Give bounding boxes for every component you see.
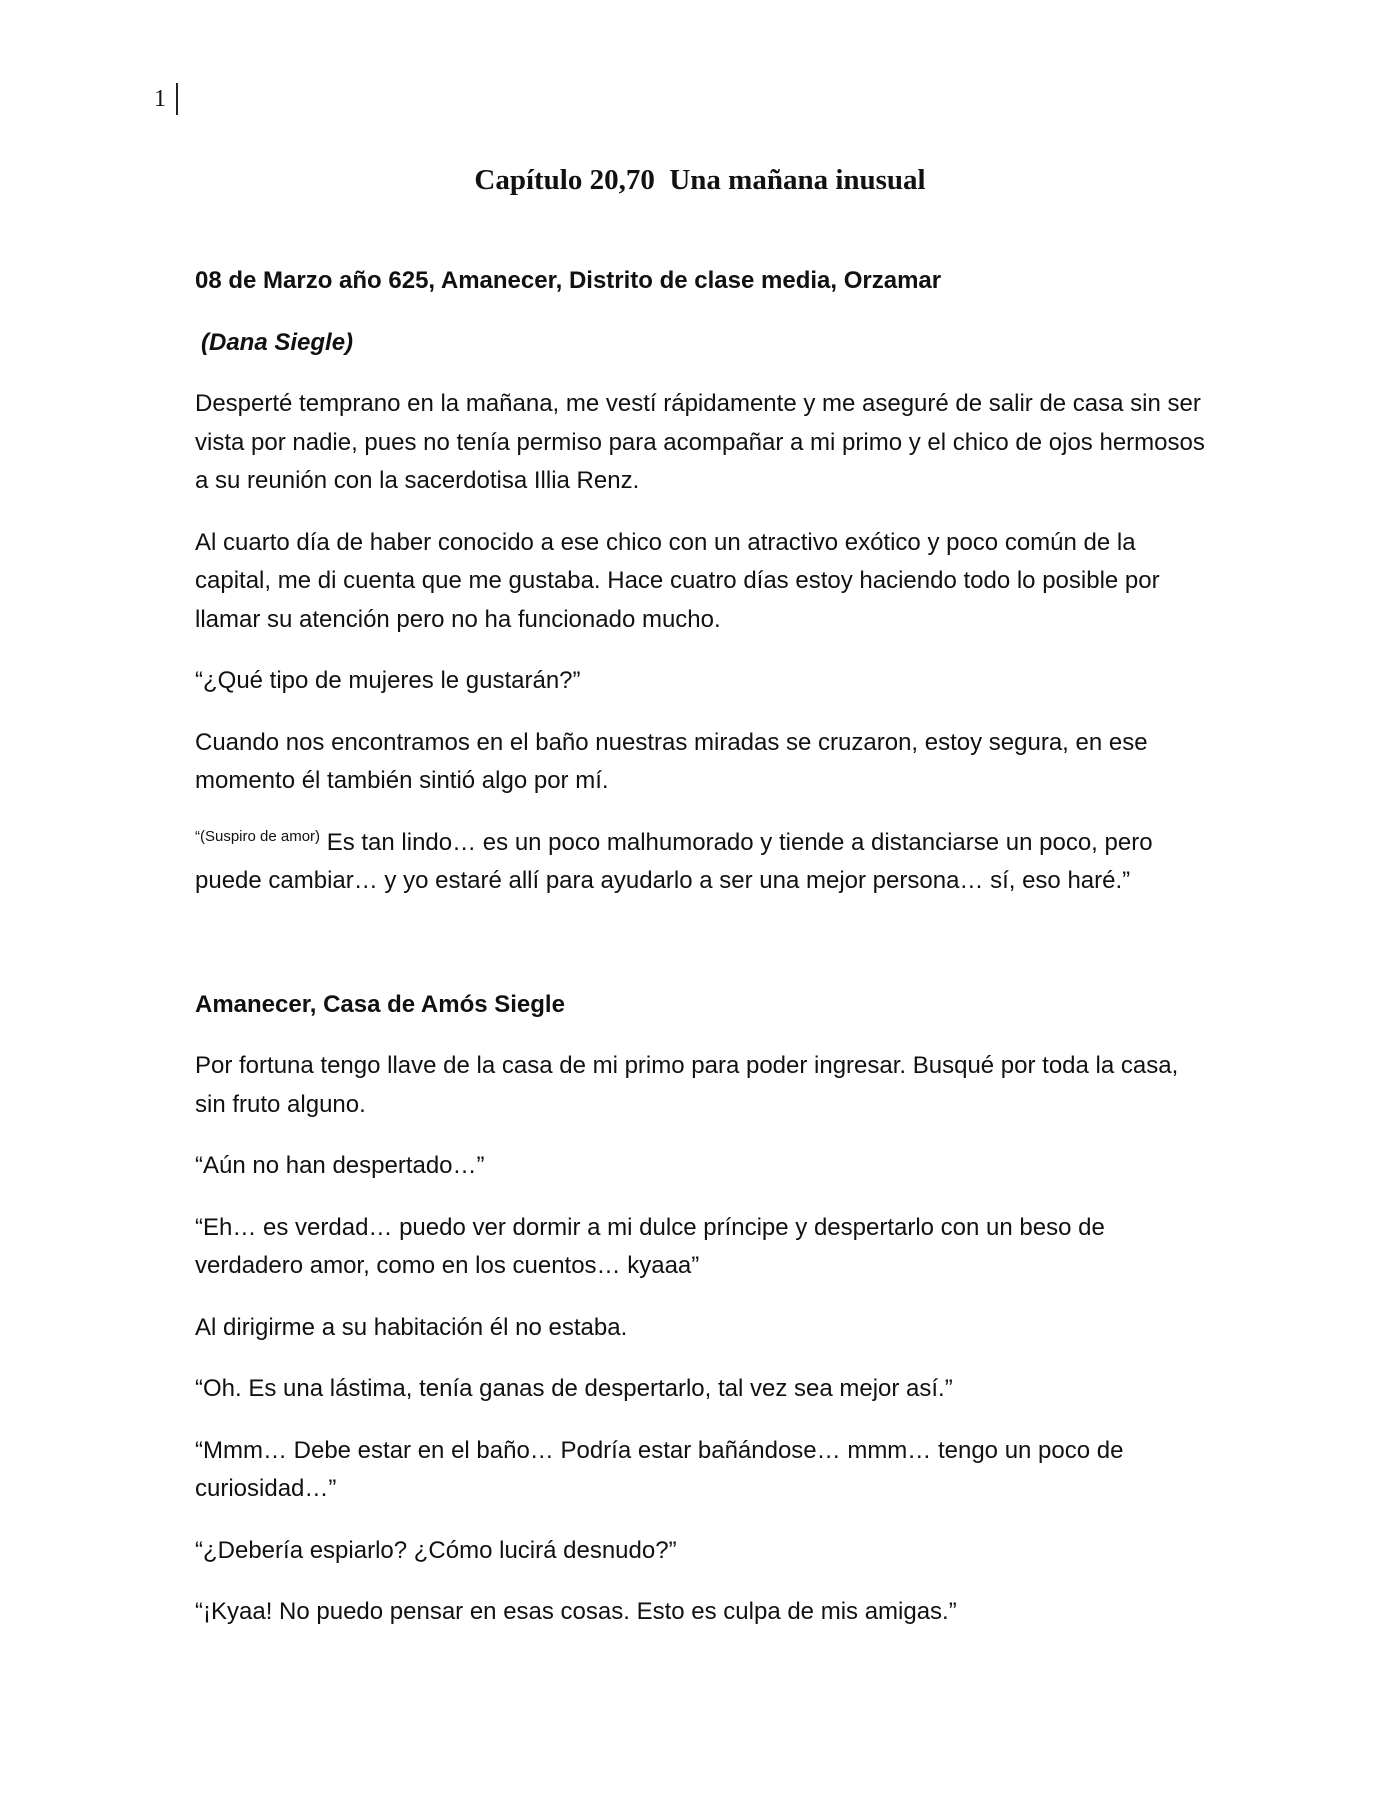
paragraph: “¡Kyaa! No puedo pensar en esas cosas. Esto es culpa de mis amigas.” [195, 1598, 957, 1625]
paragraph: Cuando nos encontramos en el baño nuestras miradas se cruzaron, estoy segura, en ese momento él también sintió algo por mí. [195, 728, 1148, 794]
paragraph: Por fortuna tengo llave de la casa de mi primo para poder ingresar. Busqué por toda la casa, sin fruto alguno. [195, 1052, 1179, 1118]
page-number-area [154, 82, 178, 116]
paragraph-sigh [195, 824, 1215, 901]
speaker-label: (Dana Siegle) [201, 328, 354, 356]
section-spacer [195, 924, 1215, 986]
document-body [195, 262, 1215, 1655]
paragraph: “¿Debería espiarlo? ¿Cómo lucirá desnudo?” [195, 1536, 677, 1564]
paragraph: “¿Qué tipo de mujeres le gustarán?” [195, 667, 581, 694]
section-heading-place: Amanecer, Casa de Amós Siegle [195, 990, 565, 1018]
chapter-title: Capítulo 20,70 Una mañana inusual [474, 164, 926, 196]
section-heading-date: 08 de Marzo año 625, Amanecer, Distrito de clase media, Orzamar [195, 267, 942, 294]
paragraph: “Mmm… Debe estar en el baño… Podría estar bañándose… mmm… tengo un poco de curiosidad…” [195, 1436, 1124, 1502]
paragraph: “Aún no han despertado…” [195, 1152, 485, 1179]
page-number: 1 [154, 86, 166, 112]
stage-note: “(Suspiro de amor) [195, 827, 321, 845]
sigh-text: Es tan lindo… es un poco malhumorado y tiende a distanciarse un poco, pero puede cambiar… y yo estaré allí para ayudarlo a ser una mejor persona… sí, eso haré.” [195, 828, 1153, 894]
paragraph: “Eh… es verdad… puedo ver dormir a mi dulce príncipe y despertarlo con un beso de verdadero amor, como en los cuentos… kyaaa” [195, 1213, 1105, 1279]
paragraph: “Oh. Es una lástima, tenía ganas de despertarlo, tal vez sea mejor así.” [195, 1375, 953, 1402]
paragraph: Al cuarto día de haber conocido a ese chico con un atractivo exótico y poco común de la capital, me di cuenta que me gustaba. Hace cuatro días estoy haciendo todo lo posible por llamar su atención pero no ha funcionado mucho. [195, 528, 1160, 633]
paragraph: Desperté temprano en la mañana, me vestí rápidamente y me aseguré de salir de casa sin ser vista por nadie, pues no tenía permiso para acompañar a mi primo y el chico de ojos hermosos a su reunión con la sacerdotisa Illia Renz. [195, 390, 1205, 494]
paragraph: Al dirigirme a su habitación él no estaba. [195, 1313, 628, 1341]
page-number-divider [176, 83, 178, 115]
